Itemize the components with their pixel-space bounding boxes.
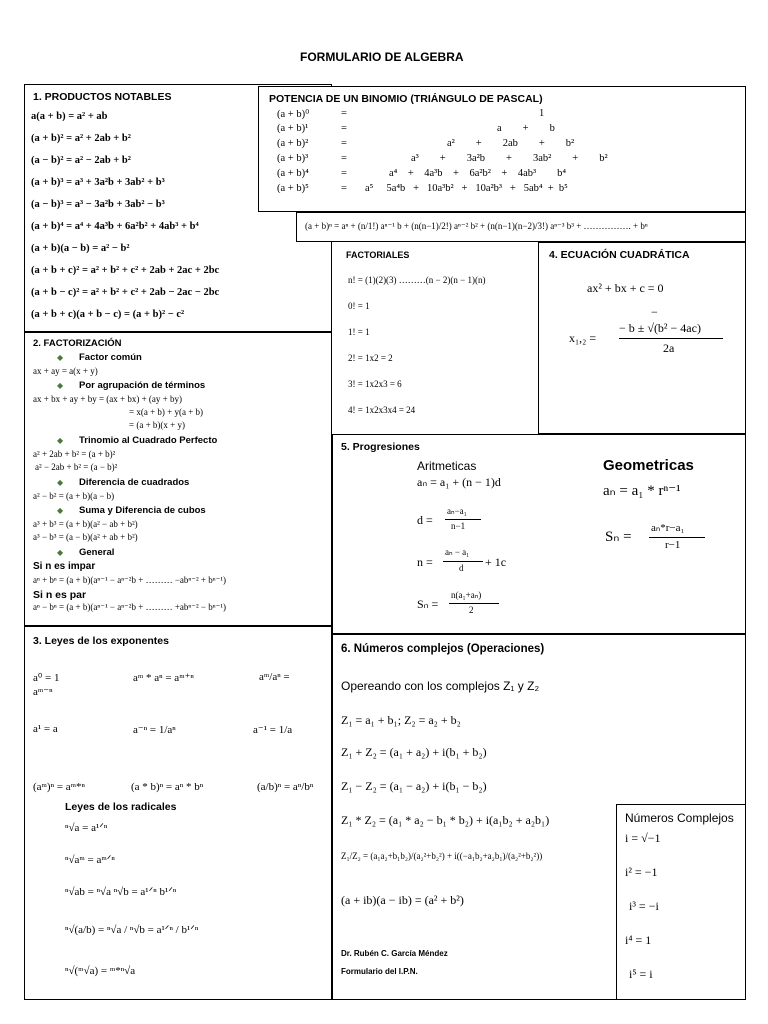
pascal-row-eq: = xyxy=(341,138,347,149)
d-den: n−1 xyxy=(451,521,466,531)
productos-heading: 1. PRODUCTOS NOTABLES xyxy=(33,91,172,103)
diamond-bullet-icon: ◆ xyxy=(57,436,64,445)
producto-line: a(a + b) = a² + ab xyxy=(31,111,108,122)
producto-line: (a + b)³ = a³ + 3a²b + 3ab² + b³ xyxy=(31,177,165,188)
producto-line: (a + b)² = a² + 2ab + b² xyxy=(31,133,131,144)
complejo-line: Z₁ − Z₂ = (a₁ − a₂) + i(b₁ − b₂) xyxy=(341,779,487,793)
radical-rule: ⁿ√(a/b) = ⁿ√a / ⁿ√b = a¹ᐟⁿ / b¹ᐟⁿ xyxy=(65,924,199,936)
aritmeticas-title: Aritmeticas xyxy=(417,459,477,473)
pascal-row-eq: = xyxy=(341,123,347,134)
radical-rule: ⁿ√aᵐ = aᵐᐟⁿ xyxy=(65,854,115,866)
exponente-rule: aᵐ/aⁿ = xyxy=(259,671,290,683)
complejo-line: Z₁/Z₂ = (a₁a₂+b₁b₂)/(a₂²+b₂²) + i((−a₁b₂+a₂b₁)/(a₂²+b₂²)) xyxy=(341,851,543,861)
complejo-line: Z₁ + Z₂ = (a₁ + a₂) + i(b₁ + b₂) xyxy=(341,745,487,759)
producto-line: (a + b)⁴ = a⁴ + 4a³b + 6a²b² + 4ab³ + b⁴ xyxy=(31,221,199,232)
par-label: Si n es par xyxy=(33,589,87,601)
progresiones-heading: 5. Progresiones xyxy=(341,441,420,453)
progresiones-section xyxy=(332,434,746,634)
exponente-rule: a⁻ⁿ = 1/aⁿ xyxy=(133,724,176,736)
diamond-bullet-icon: ◆ xyxy=(57,548,64,557)
n-num: aₙ − a₁ xyxy=(445,547,470,557)
s-num: n(a₁+aₙ) xyxy=(451,590,482,600)
credit-author: Dr. Rubén C. García Méndez xyxy=(341,949,448,958)
pascal-row-rhs: a² + 2ab + b² xyxy=(447,138,575,149)
i-power: i⁴ = 1 xyxy=(625,933,652,947)
complejos-heading: 6. Números complejos (Operaciones) xyxy=(341,643,545,655)
complejo-line: Z₁ * Z₂ = (a₁ * a₂ − b₁ * b₂) + i(a₁b₂ + a₂b₁) xyxy=(341,813,550,827)
pascal-row-lhs: (a + b)⁰ xyxy=(277,109,310,120)
fraction-bar xyxy=(649,537,705,538)
diamond-bullet-icon: ◆ xyxy=(57,506,64,515)
page-title: FORMULARIO DE ALGEBRA xyxy=(300,50,464,64)
sg-num: aₙ*r−a₁ xyxy=(651,522,685,534)
fraction-bar xyxy=(443,561,483,562)
pascal-row-eq: = xyxy=(341,168,347,179)
pascal-row-eq: = xyxy=(341,153,347,164)
n-lhs: n = xyxy=(417,555,433,569)
pascal-row-eq: = xyxy=(341,108,347,119)
exponente-rule: (a/b)ⁿ = aⁿ/bⁿ xyxy=(257,781,314,793)
factorizacion-line: = (a + b)(x + y) xyxy=(129,420,185,430)
radical-rule: ⁿ√a = a¹ᐟⁿ xyxy=(65,822,108,834)
exponente-rule: a¹ = a xyxy=(33,723,58,735)
factorizacion-line: a³ − b³ = (a − b)(a² + ab + b²) xyxy=(33,532,138,542)
pascal-row-lhs: (a + b)³ xyxy=(277,153,309,164)
pascal-row-rhs: a⁴ + 4a³b + 6a²b² + 4ab³ b⁴ xyxy=(389,168,567,179)
sg-lhs: Sₙ = xyxy=(605,529,632,545)
factorizacion-line: a² − 2ab + b² = (a − b)² xyxy=(35,462,118,472)
factorizacion-line: ax + ay = a(x + y) xyxy=(33,366,98,376)
binomio-general-box xyxy=(296,212,746,242)
exponente-rule: a⁻¹ = 1/a xyxy=(253,724,293,736)
numeros-heading: Números Complejos xyxy=(625,811,734,825)
diamond-bullet-icon: ◆ xyxy=(57,353,64,362)
producto-line: (a − b)³ = a³ − 3a²b + 3ab² − b³ xyxy=(31,199,165,210)
factorizacion-line: ax + bx + ay + by = (ax + bx) + (ay + by) xyxy=(33,394,182,404)
general-label: General xyxy=(79,547,115,558)
fraction-bar xyxy=(445,519,481,520)
factoriales-heading: FACTORIALES xyxy=(346,250,410,260)
radicales-title: Leyes de los radicales xyxy=(65,801,177,813)
impar-label: Si n es impar xyxy=(33,561,96,572)
factorial-line: n! = (1)(2)(3) ………(n − 2)(n − 1)(n) xyxy=(348,275,486,285)
pascal-row-rhs: a + b xyxy=(497,123,555,134)
i-power: i² = −1 xyxy=(625,865,658,879)
cuadratica-eq: ax² + bx + c = 0 xyxy=(587,281,664,295)
pascal-row-lhs: (a + b)² xyxy=(277,138,309,149)
par-eq: aⁿ − bⁿ = (a + b)(aⁿ⁻¹ − aⁿ⁻²b + ……… +abⁿ⁻² − bⁿ⁻¹) xyxy=(33,602,227,612)
geometricas-title: Geometricas xyxy=(603,457,694,474)
complejo-line: Z₁ = a₁ + b₁; Z₂ = a₂ + b₂ xyxy=(341,713,461,727)
pascal-section xyxy=(258,86,746,212)
cuadratica-bar: − xyxy=(651,305,658,319)
complejos-intro: Opereando con los complejos Z₁ y Z₂ xyxy=(341,679,540,693)
exponente-rule: (aᵐ)ⁿ = aᵐ*ⁿ xyxy=(33,781,85,793)
pascal-row-lhs: (a + b)¹ xyxy=(277,123,309,134)
d-lhs: d = xyxy=(417,513,433,527)
exponente-rule: a⁰ = 1 xyxy=(33,672,60,684)
factorizacion-line: a³ + b³ = (a + b)(a² − ab + b²) xyxy=(33,519,138,529)
pascal-row-lhs: (a + b)⁵ xyxy=(277,183,309,194)
exponentes-heading: 3. Leyes de los exponentes xyxy=(33,635,169,647)
radical-rule: ⁿ√(ᵐ√a) = ᵐ*ⁿ√a xyxy=(65,965,136,977)
s-den: 2 xyxy=(469,605,474,615)
an-geometrica: aₙ = a₁ * rⁿ⁻¹ xyxy=(603,483,681,499)
factorizacion-line: = x(a + b) + y(a + b) xyxy=(129,407,204,417)
ecuacion-cuadratica-section xyxy=(538,242,746,434)
trinomio-label: Trinomio al Cuadrado Perfecto xyxy=(79,435,218,446)
impar-eq: aⁿ + bⁿ = (a + b)(aⁿ⁻¹ − aⁿ⁻²b + ……… −abⁿ⁻² + bⁿ⁻¹) xyxy=(33,575,227,585)
credit-source: Formulario del I.P.N. xyxy=(341,967,418,976)
i-power: i = √−1 xyxy=(625,831,661,845)
factorial-line: 0! = 1 xyxy=(348,301,370,311)
factorizacion-line: a² + 2ab + b² = (a + b)² xyxy=(33,449,116,459)
diferencia-cuadrados-label: Diferencia de cuadrados xyxy=(79,477,190,488)
producto-line: (a − b)² = a² − 2ab + b² xyxy=(31,155,131,166)
exponente-rule: (a * b)ⁿ = aⁿ * bⁿ xyxy=(131,781,204,793)
factorizacion-line: a² − b² = (a + b)(a − b) xyxy=(33,491,115,501)
s-lhs: Sₙ = xyxy=(417,597,439,611)
radical-rule: ⁿ√ab = ⁿ√a ⁿ√b = a¹ᐟⁿ b¹ᐟⁿ xyxy=(65,886,177,898)
pascal-row-lhs: (a + b)⁴ xyxy=(277,168,309,179)
factorial-line: 3! = 1x2x3 = 6 xyxy=(348,379,402,389)
factorial-line: 4! = 1x2x3x4 = 24 xyxy=(348,405,416,415)
fraction-bar xyxy=(449,603,499,604)
sg-den: r−1 xyxy=(665,539,681,551)
factoriales-section xyxy=(338,242,538,434)
producto-line: (a + b − c)² = a² + b² + c² + 2ab − 2ac − 2bc xyxy=(31,287,220,298)
cuadratica-sol-num: − b ± √(b² − 4ac) xyxy=(619,321,701,335)
cuadratica-heading: 4. ECUACIÓN CUADRÁTICA xyxy=(549,249,690,261)
exponente-rule: aᵐ * aⁿ = aᵐ⁺ⁿ xyxy=(133,672,194,684)
factorizacion-heading: 2. FACTORIZACIÓN xyxy=(33,338,122,349)
exponente-rule: aᵐ⁻ⁿ xyxy=(33,686,53,698)
pascal-heading: POTENCIA DE UN BINOMIO (TRIÁNGULO DE PASCAL) xyxy=(269,93,543,105)
factorizacion-section xyxy=(24,332,332,626)
diamond-bullet-icon: ◆ xyxy=(57,478,64,487)
producto-line: (a + b + c)² = a² + b² + c² + 2ab + 2ac + 2bc xyxy=(31,265,220,276)
factor-comun-label: Factor común xyxy=(79,352,142,363)
producto-line: (a + b)(a − b) = a² − b² xyxy=(31,243,130,254)
cubos-label: Suma y Diferencia de cubos xyxy=(79,505,206,516)
pascal-row-rhs: a³ + 3a²b + 3ab² + b² xyxy=(411,153,608,164)
i-power: i³ = −i xyxy=(629,899,659,913)
pascal-row-eq: = xyxy=(341,183,347,194)
complejo-line: (a + ib)(a − ib) = (a² + b²) xyxy=(341,893,464,907)
cuadratica-sol-lhs: x₁,₂ = xyxy=(569,331,597,345)
agrupacion-label: Por agrupación de términos xyxy=(79,380,206,391)
n-tail: + 1c xyxy=(485,555,507,569)
exponentes-section xyxy=(24,626,332,1000)
numeros-complejos-box xyxy=(616,804,746,1000)
factorial-line: 2! = 1x2 = 2 xyxy=(348,353,393,363)
d-num: aₙ−a₁ xyxy=(447,506,467,516)
binomio-general-eq: (a + b)ⁿ = aⁿ + (n/1!) aⁿ⁻¹ b + (n(n−1)/2!) aⁿ⁻² b² + (n(n−1)(n−2)/3!) aⁿ⁻³ b³ + ……………. + bⁿ xyxy=(305,221,648,231)
n-den: d xyxy=(459,563,464,573)
producto-line: (a + b + c)(a + b − c) = (a + b)² − c² xyxy=(31,309,185,320)
pascal-row-rhs: 1 xyxy=(539,108,545,119)
i-power: i⁵ = i xyxy=(629,967,653,981)
an-aritmetica: aₙ = a₁ + (n − 1)d xyxy=(417,475,501,489)
cuadratica-sol-den: 2a xyxy=(663,341,675,355)
factorial-line: 1! = 1 xyxy=(348,327,370,337)
fraction-bar xyxy=(619,338,723,339)
diamond-bullet-icon: ◆ xyxy=(57,381,64,390)
pascal-row-rhs: a⁵ 5a⁴b + 10a³b² + 10a²b³ + 5ab⁴ + b⁵ xyxy=(365,183,568,194)
